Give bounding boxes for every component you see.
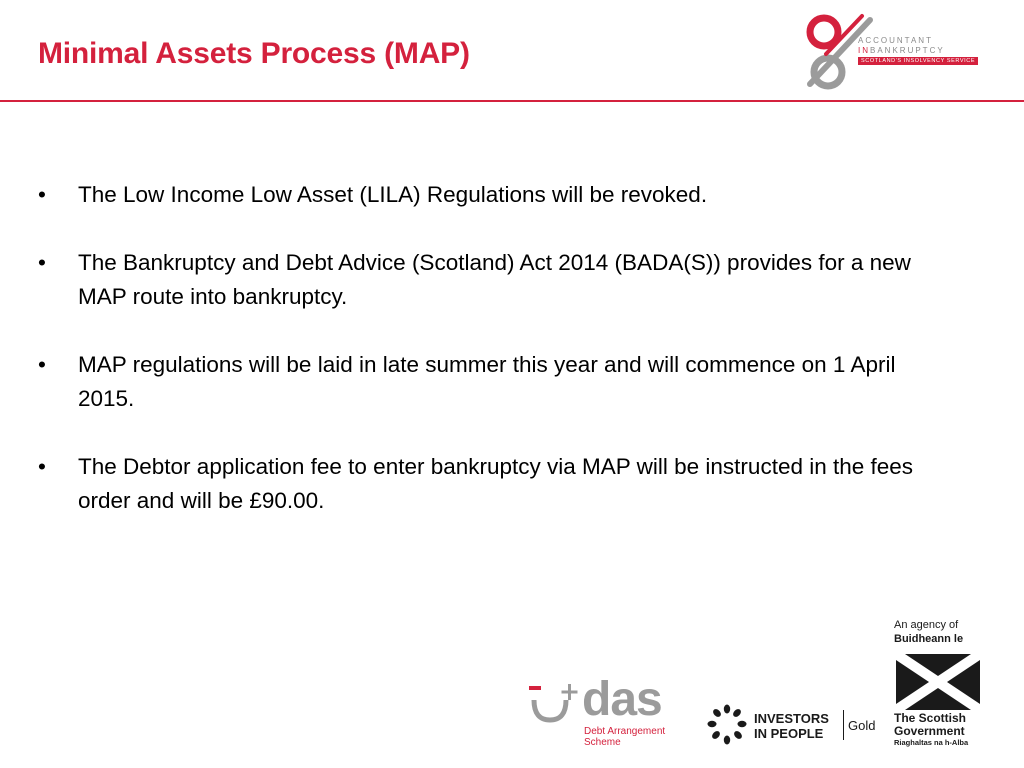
bullet-text: The Bankruptcy and Debt Advice (Scotland) Act 2014 (BADA(S)) provides for a new MAP route into bankruptcy. (78, 250, 911, 309)
das-sub-line1: Debt Arrangement (584, 726, 666, 737)
bullet-list (38, 178, 918, 552)
accountant-in-bankruptcy-logo (800, 10, 1000, 92)
bullet-item (38, 178, 918, 212)
aib-tagline: SCOTLAND'S INSOLVENCY SERVICE (858, 57, 978, 65)
iip-wordmark (754, 711, 829, 741)
bullet-text: The Debtor application fee to enter bankruptcy via MAP will be instructed in the fees order and will be £90.00. (78, 454, 914, 513)
gov-agency-line1: An agency of (894, 619, 959, 631)
aib-line2 (858, 46, 978, 56)
saltire-icon (896, 654, 980, 710)
das-sub-line2: Scheme (584, 737, 621, 748)
bullet-marker: • (38, 182, 46, 207)
scottish-government-logo (892, 616, 992, 756)
gov-name-line2: Government (894, 724, 965, 738)
iip-line2: IN PEOPLE (754, 726, 824, 741)
bullet-text: The Low Income Low Asset (LILA) Regulations will be revoked. (78, 182, 708, 207)
bullet-marker: • (38, 250, 46, 275)
gov-name-line1: The Scottish (894, 711, 967, 725)
slide-title: Minimal Assets Process (MAP) (38, 37, 470, 70)
iip-level: Gold (848, 718, 876, 733)
aib-wordmark (858, 36, 978, 65)
investors-in-people-logo (706, 704, 888, 748)
bullet-marker: • (38, 352, 46, 377)
gov-agency-line2: Buidheann le (894, 633, 964, 645)
aib-line1: ACCOUNTANT (858, 36, 933, 45)
gov-gaelic-name: Riaghaltas na h-Alba (894, 738, 969, 747)
iip-divider (843, 710, 844, 740)
bullet-item (38, 348, 918, 416)
aib-line2-in: IN (858, 45, 870, 55)
das-logo-icon (526, 680, 586, 730)
das-wordmark: das (582, 673, 662, 726)
bullet-item (38, 450, 918, 518)
aib-line2-rest: BANKRUPTCY (870, 45, 945, 55)
iip-line1: INVESTORS (754, 711, 829, 726)
das-subtitle (584, 726, 665, 748)
laurel-icon (706, 704, 748, 746)
bullet-item (38, 246, 918, 314)
debt-arrangement-scheme-logo (526, 673, 692, 756)
bullet-marker: • (38, 454, 46, 479)
title-divider (0, 100, 1024, 102)
gov-name (894, 712, 966, 738)
gov-agency-label (894, 618, 963, 646)
bullet-text: MAP regulations will be laid in late summer this year and will commence on 1 April 2015. (78, 352, 896, 411)
